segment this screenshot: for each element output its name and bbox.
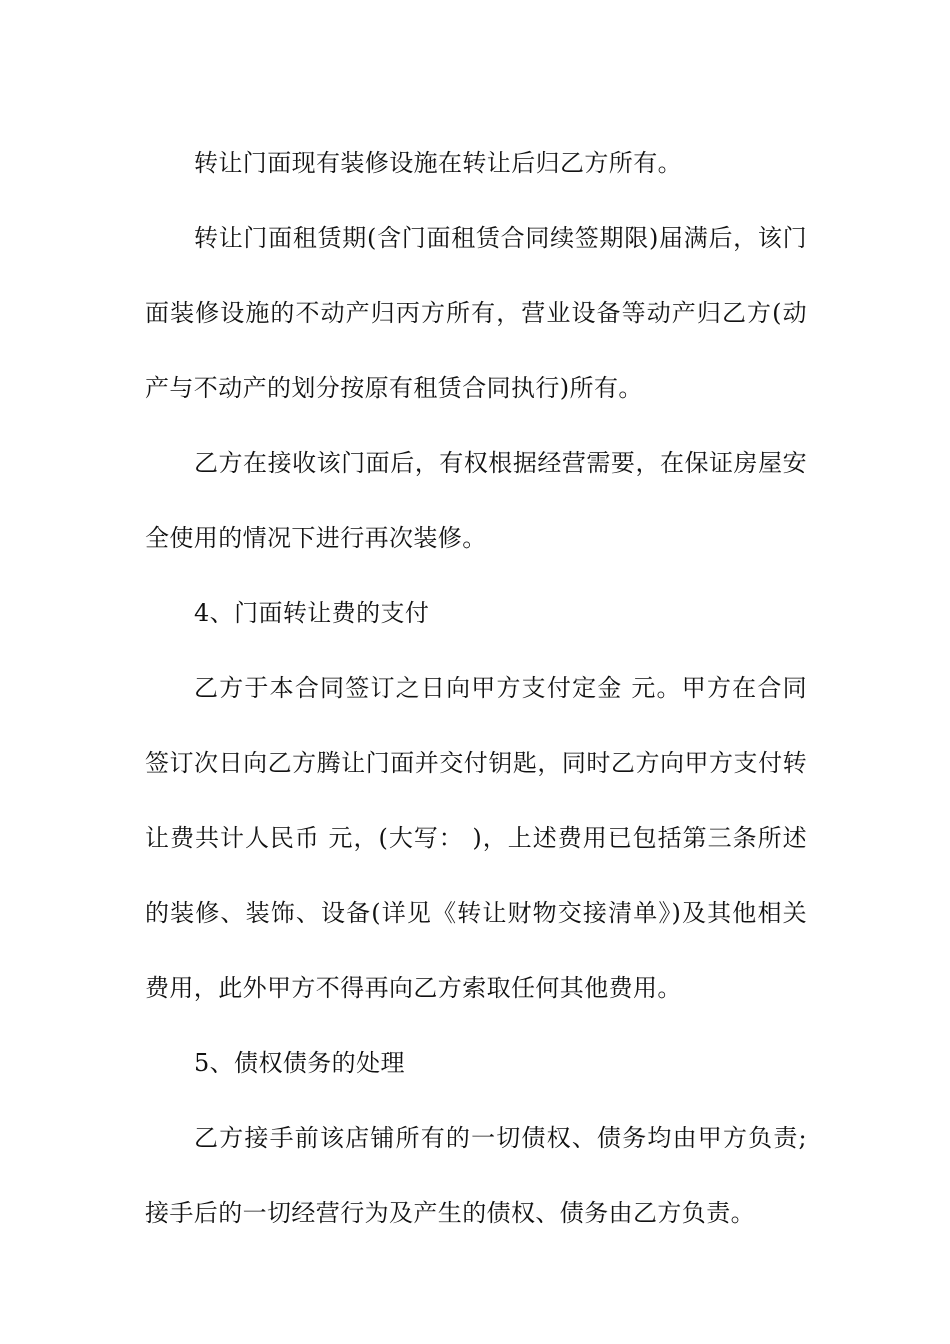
paragraph-lease-expiry: 转让门面租赁期(含门面租赁合同续签期限)届满后，该门面装修设施的不动产归丙方所有，营业设备等动产归乙方(动产与不动产的划分按原有租赁合同执行)所有。 — [145, 224, 807, 402]
paragraph-payment-terms: 乙方于本合同签订之日向甲方支付定金 元。甲方在合同签订次日向乙方腾让门面并交付钥匙，同时乙方向甲方支付转让费共计人民币 元，(大写： )，上述费用已包括第三条所述的装修、装饰、设备(详见《转让财物交接清单》)及其他相关费用，此外甲方不得再向乙方索取任何其他费用。 — [145, 674, 807, 1002]
section-heading-transfer-fee: 4、门面转让费的支付 — [194, 599, 430, 627]
document-body — [145, 126, 807, 1251]
section-heading-debts: 5、债权债务的处理 — [194, 1049, 405, 1077]
paragraph-decoration-ownership: 转让门面现有装修设施在转让后归乙方所有。 — [194, 149, 682, 177]
paragraph-debt-responsibility: 乙方接手前该店铺所有的一切债权、债务均由甲方负责;接手后的一切经营行为及产生的债权、债务由乙方负责。 — [145, 1124, 807, 1227]
paragraph-renovation-right: 乙方在接收该门面后，有权根据经营需要，在保证房屋安全使用的情况下进行再次装修。 — [145, 449, 807, 552]
